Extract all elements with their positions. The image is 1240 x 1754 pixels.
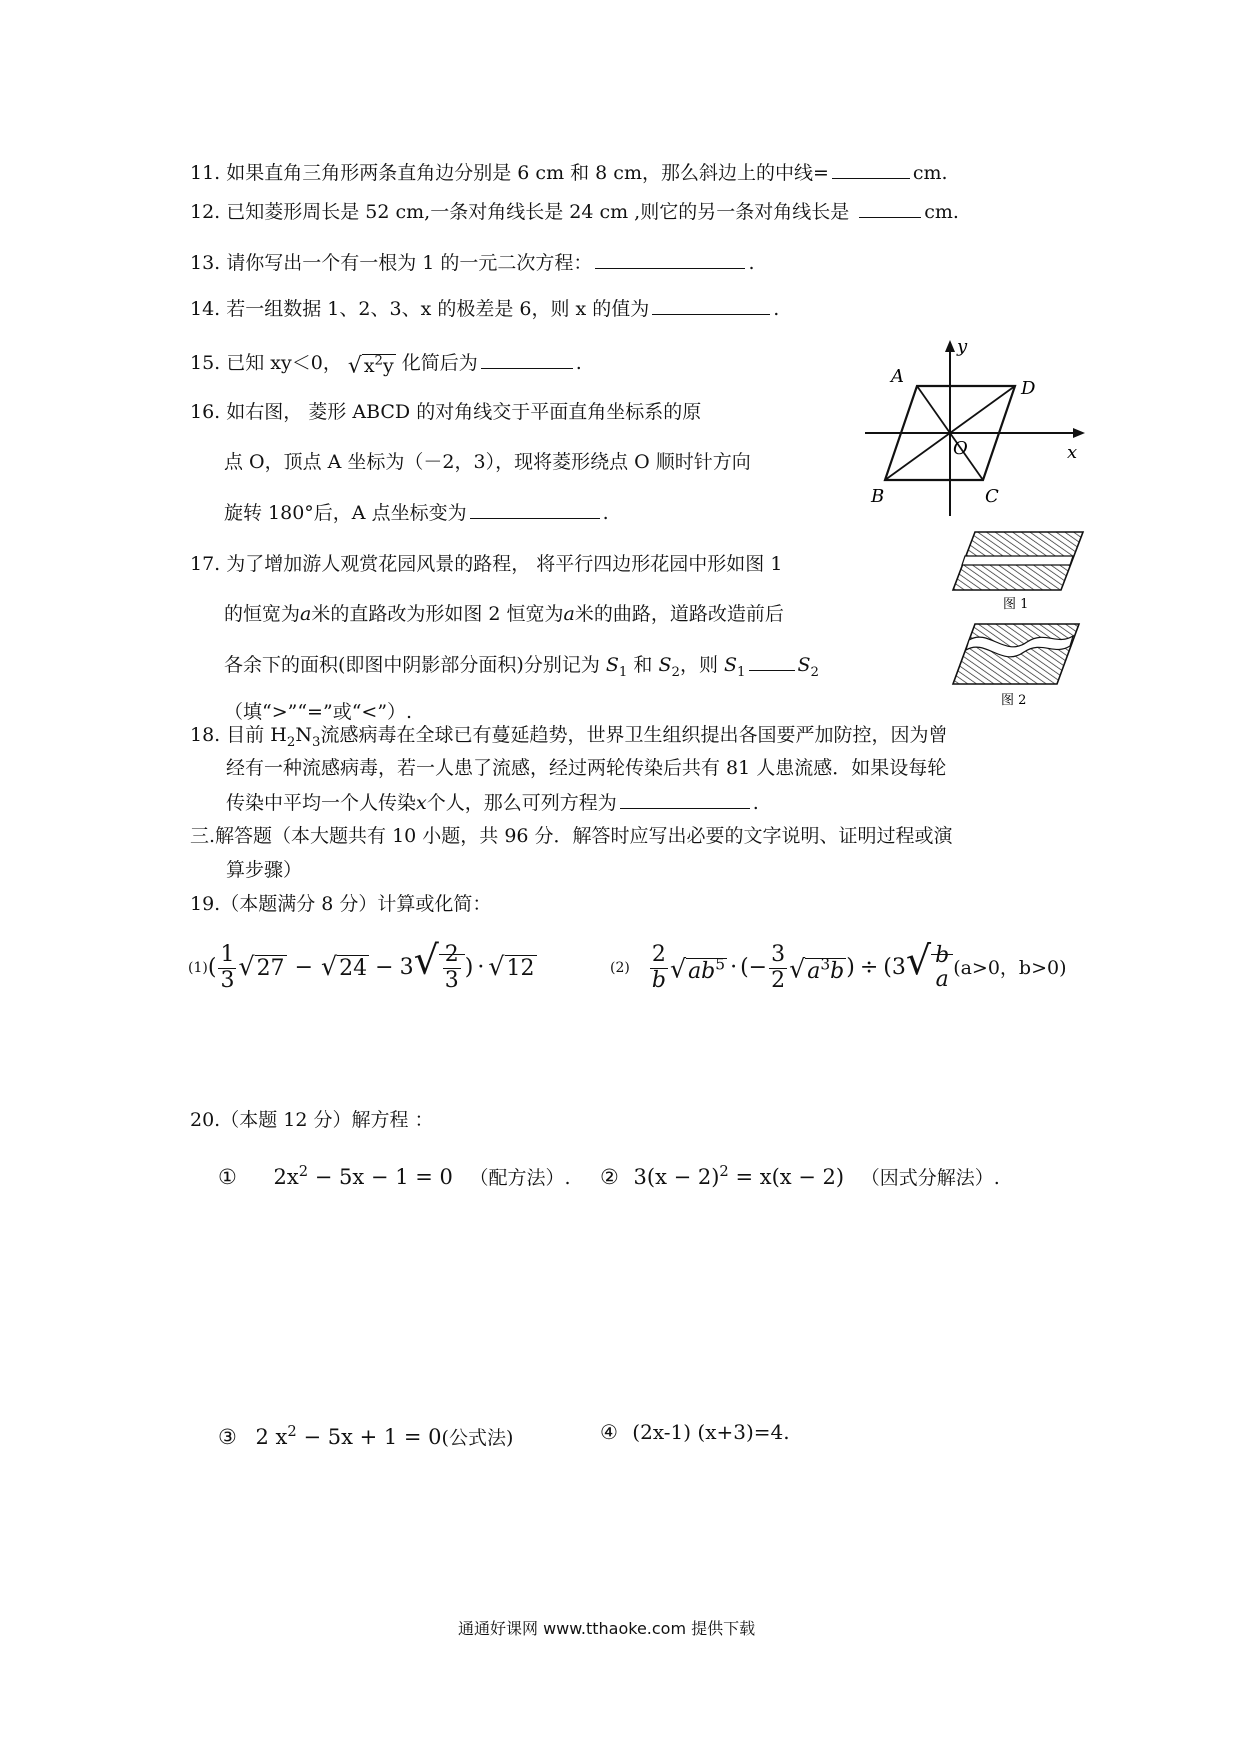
text: 米的曲路，道路改造前后 (574, 603, 784, 625)
question-16-line-2 (224, 450, 751, 474)
part-label: (2) (610, 960, 630, 976)
coefficient: 3 (399, 955, 414, 980)
text: 各余下的面积(即图中阴影部分面积)分别记为 (224, 654, 606, 676)
radicand-tail: y (383, 355, 394, 378)
variable-a: a (300, 603, 312, 625)
exponent: 5 (715, 955, 726, 974)
question-13 (190, 250, 754, 275)
minus-sign: − (294, 955, 313, 980)
unit: cm. (912, 162, 948, 184)
answer-blank[interactable] (470, 500, 600, 519)
exponent: 2 (374, 354, 383, 369)
section-3-heading (190, 824, 953, 848)
label-o: O (953, 438, 968, 459)
divide-sign: ÷ (859, 955, 879, 980)
equation-text: − 5x + 1 = 0 (296, 1425, 442, 1449)
question-text: （填“>”“=”或“<”）. (224, 701, 413, 723)
label-x: x (1067, 442, 1078, 463)
figure-2-label: 图 2 (1001, 693, 1027, 708)
question-17-line-2 (224, 602, 784, 626)
question-18-line-1 (190, 723, 947, 755)
question-14 (190, 296, 779, 321)
text: N (295, 724, 312, 746)
question-number: 15. (190, 352, 221, 375)
part-label: (1) (188, 960, 208, 976)
question-18-line-3 (226, 790, 759, 815)
text: 个人，那么可列方程为 (426, 792, 617, 814)
question-text: 如果直角三角形两条直角边分别是 6 cm 和 8 cm，那么斜边上的中线= (226, 162, 829, 184)
sqrt-12: √12 (488, 952, 535, 981)
denominator: b (651, 967, 666, 993)
text: 米的直路改为形如图 2 恒宽为 (311, 603, 564, 625)
sqrt-24: √24 (321, 952, 368, 981)
subscript: 1 (737, 664, 746, 680)
figure-1-label: 图 1 (1003, 597, 1029, 612)
method-label: （配方法）. (469, 1167, 571, 1189)
radicand-b: b (830, 958, 845, 984)
rhombus-coordinate-figure (855, 338, 1095, 518)
sqrt-b-over-a: √ b a (906, 944, 953, 992)
question-19-part-2 (610, 934, 1067, 1002)
multiply-dot: · (477, 955, 485, 980)
question-text: 已知 xy＜0， (226, 352, 342, 375)
unit: cm. (924, 201, 959, 223)
numerator: 1 (220, 942, 235, 968)
variable-x: x (416, 792, 427, 814)
label-b: B (871, 486, 885, 507)
variable-a: a (563, 603, 575, 625)
denominator: a (935, 967, 949, 992)
method-label: (公式法) (441, 1427, 514, 1449)
equation-2 (600, 1160, 1000, 1190)
section-heading-text: 算步骤） (226, 859, 303, 881)
question-text: 如右图， 菱形 ABCD 的对角线交于平面直角坐标系的原 (226, 401, 702, 423)
numerator: 2 (650, 943, 668, 968)
label-d: D (1021, 378, 1036, 399)
sqrt-27: √27 (238, 952, 285, 981)
equation-text: 3(x − 2) (633, 1165, 720, 1189)
label-y: y (957, 338, 968, 357)
sqrt-a3b: $√a^3b$ (789, 954, 845, 984)
x-axis-arrow (1073, 428, 1085, 438)
question-17-line-4 (224, 700, 412, 724)
text: 目前 H (226, 724, 287, 746)
question-11 (190, 160, 948, 185)
equation-text: (2x-1) (x+3)=4. (632, 1420, 790, 1444)
question-18-line-2 (226, 756, 946, 780)
label-a: A (891, 366, 904, 387)
section-heading-text: 三.解答题（本大题共有 10 小题，共 96 分．解答时应写出必要的文字说明、证明过程或演 (190, 825, 953, 847)
fraction-2-over-b (650, 943, 668, 992)
exponent: 2 (287, 1423, 297, 1440)
question-number: 16. (190, 401, 221, 423)
radicand-a: a (807, 958, 821, 984)
answer-blank[interactable] (859, 199, 921, 218)
close-paren: ) (464, 955, 474, 980)
question-19-part-1 (188, 934, 537, 1002)
answer-blank[interactable] (652, 296, 770, 315)
question-text: 请你写出一个有一根为 1 的一元二次方程： (226, 252, 593, 274)
fraction-3-over-2 (769, 943, 787, 992)
question-heading: 20.（本题 12 分）解方程 ： (190, 1109, 434, 1131)
fraction-b-over-a (935, 944, 949, 992)
circled-number: ② (600, 1165, 619, 1189)
open-negative: (− (740, 955, 768, 980)
question-16-line-3 (224, 500, 609, 525)
sqrt-ab5: $√ab^5$ (669, 954, 726, 984)
symbol-s: S (658, 654, 672, 676)
radicand: 24 (339, 956, 368, 981)
question-20-heading (190, 1108, 434, 1132)
numerator: 3 (771, 942, 786, 968)
symbol-s: S (797, 654, 811, 676)
numerator: b (935, 942, 950, 968)
question-16-line-1 (190, 400, 701, 424)
equation-1 (218, 1160, 571, 1190)
equation-text: = x(x − 2) (728, 1165, 845, 1189)
question-text: 经有一种流感病毒，若一人患了流感，经过两轮传染后共有 81 人患流感．如果设每轮 (226, 757, 947, 779)
fraction-two-thirds (443, 943, 461, 992)
text: 传染中平均一个人传染 (226, 792, 417, 814)
circled-number: ③ (218, 1425, 237, 1449)
question-number: 12. (190, 201, 221, 223)
label-c: C (985, 486, 999, 507)
symbol-s: S (605, 654, 619, 676)
y-axis-arrow (945, 340, 955, 352)
question-text: 若一组数据 1、2、3、x 的极差是 6，则 x 的值为 (226, 298, 650, 320)
open-three: (3 (883, 955, 906, 980)
exponent: 3 (820, 955, 831, 974)
subscript: 2 (286, 734, 296, 750)
question-19-heading (190, 892, 491, 916)
answer-blank[interactable] (749, 652, 795, 671)
text: 的恒宽为 (224, 603, 301, 625)
exponent: 2 (719, 1163, 729, 1180)
question-text: 旋转 180°后，A 点坐标变为 (224, 502, 467, 524)
method-label: （因式分解法）. (860, 1167, 1000, 1189)
text: ，则 (679, 654, 725, 676)
question-heading: 19.（本题满分 8 分）计算或化简： (190, 893, 492, 915)
fraction-one-third (218, 943, 236, 992)
numerator: 2 (444, 942, 459, 968)
symbol-s: S (724, 654, 738, 676)
page-footer (458, 1616, 755, 1639)
question-number: 11. (190, 162, 221, 184)
equation-3 (218, 1420, 513, 1450)
question-text: 已知菱形周长是 52 cm,一条对角线长是 24 cm ,则它的另一条对角线长是 (226, 201, 850, 223)
answer-blank[interactable] (620, 790, 750, 809)
equation-text: 2 x (255, 1425, 288, 1449)
question-text: 点 O，顶点 A 坐标为（－2，3），现将菱形绕点 O 顺时针方向 (224, 451, 751, 473)
denominator: 3 (220, 967, 235, 993)
radicand: 27 (256, 956, 285, 981)
text: 流感病毒在全球已有蔓延趋势，世界卫生组织提出各国要严加防控，因为曾 (320, 724, 948, 746)
condition: (a>0，b>0) (953, 957, 1067, 979)
question-text-tail: 化简后为 (401, 352, 478, 375)
equation-text: 2x (273, 1165, 299, 1189)
garden-figures (945, 528, 1095, 708)
period: . (602, 502, 609, 524)
minus-sign: − (375, 955, 394, 980)
denominator: 3 (444, 967, 459, 993)
radical-expression: √ $x^2y$ (347, 353, 394, 379)
open-paren: ( (207, 955, 217, 980)
period: . (773, 298, 780, 320)
subscript: 3 (311, 734, 321, 750)
question-15 (190, 350, 582, 378)
radicand: ab (688, 958, 716, 984)
period: . (748, 252, 755, 274)
radicand: 12 (506, 956, 535, 981)
equation-4 (600, 1420, 790, 1444)
sqrt-two-thirds: √ $\frac{2}{3}$ (414, 943, 465, 992)
answer-blank[interactable] (481, 350, 573, 369)
close-paren: ) (846, 955, 855, 980)
subscript: 2 (671, 664, 680, 680)
equation-text: − 5x − 1 = 0 (308, 1165, 453, 1189)
radicand-base: x (363, 355, 375, 378)
question-number: 18. (190, 724, 221, 746)
question-12 (190, 199, 959, 224)
question-number: 13. (190, 252, 221, 274)
question-17-line-1 (190, 552, 782, 576)
subscript: 1 (618, 664, 628, 680)
denominator: 2 (771, 967, 786, 993)
subscript: 2 (810, 664, 820, 680)
circled-number: ④ (600, 1420, 618, 1444)
footer-text: 通通好课网 www.tthaoke.com 提供下载 (458, 1619, 756, 1638)
exponent: 2 (298, 1163, 309, 1180)
circled-number: ① (218, 1165, 237, 1189)
question-text: 为了增加游人观赏花园风景的路程， 将平行四边形花园中形如图 1 (226, 553, 783, 575)
section-3-heading-line-2 (226, 858, 302, 882)
answer-blank[interactable] (595, 250, 745, 269)
period: . (752, 792, 759, 814)
multiply-dot: · (730, 955, 738, 980)
question-number: 14. (190, 298, 221, 320)
question-17-line-3 (224, 652, 819, 685)
figure-1-straight-road (962, 556, 1073, 565)
question-number: 17. (190, 553, 221, 575)
answer-blank[interactable] (832, 160, 910, 179)
period: . (575, 352, 582, 375)
text: 和 (627, 654, 659, 676)
